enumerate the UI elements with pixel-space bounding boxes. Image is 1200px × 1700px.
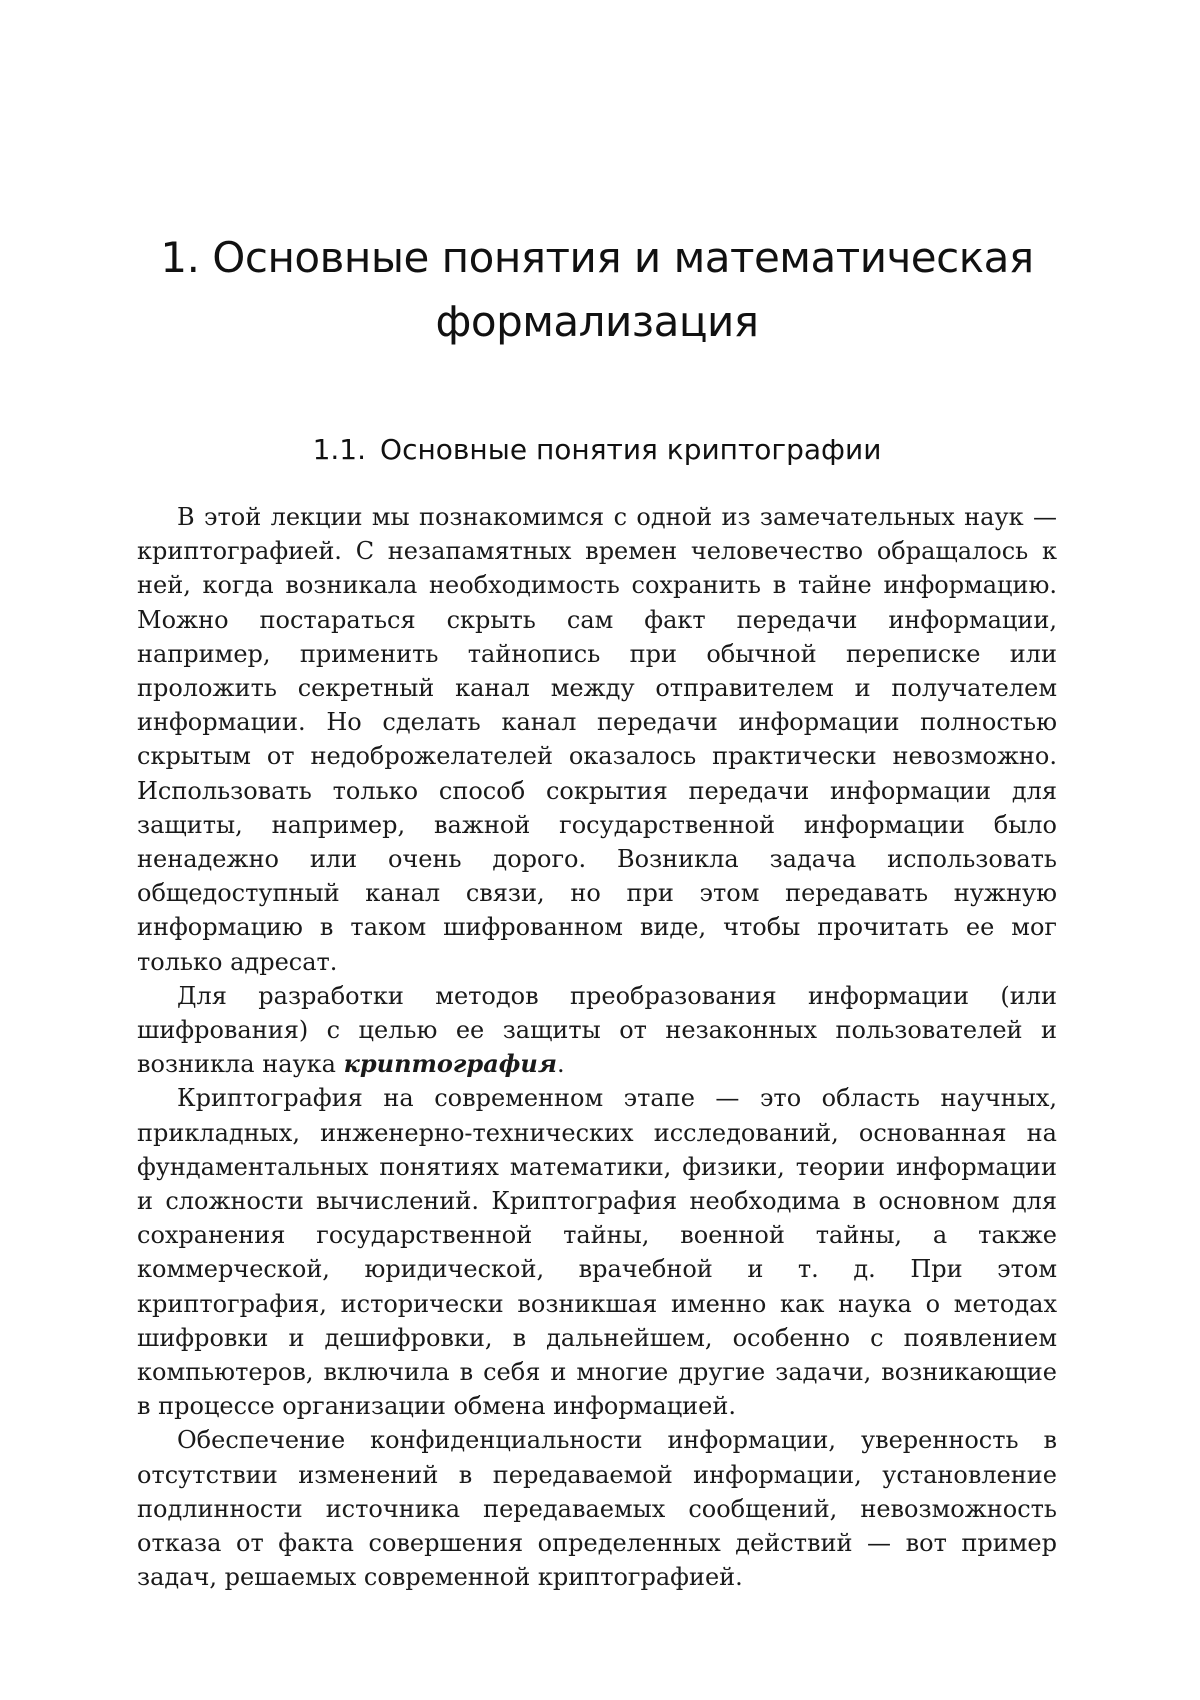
paragraph-3: Криптография на современном этапе — это область научных, прикладных, инженерно-технических исследований, основанная на фундаментальных понятиях математики, физики, теории информации и сложности вычислений. Криптография необходима в основном для сохранения государственной тайны, военной тайны, а также коммерческой, юридической, врачебной и т. д. При этом криптография, исторически возникшая именно как наука о методах шифровки и дешифровки, в дальнейшем, особенно с появлением компьютеров, включила в себя и многие другие задачи, возникающие в процессе организации обмена информацией. [137, 1084, 1057, 1421]
paragraph-2-end: . [556, 1050, 565, 1079]
paragraph-1: В этой лекции мы познакомимся с одной из замечательных наук — криптографией. С незапамятных времен человечество обращалось к ней, когда возникала необходимость сохранить в тайне информацию. Можно постараться скрыть сам факт передачи информации, например, применить тайнопись при обычной переписке или проложить секретный канал между отправителем и получателем информации. Но сделать канал передачи информации полностью скрытым от недоброжелателей оказалось практически невозможно. Использовать только способ сокрытия передачи информации для защиты, например, важной государственной информации было ненадежно или очень дорого. Возникла задача использовать общедоступный канал связи, но при этом передавать нужную информацию в таком шифрованном виде, чтобы прочитать ее мог только адресат. [137, 503, 1057, 976]
paragraph-2 [137, 979, 1057, 1082]
paragraph-2-start: Для разработки методов преобразования информации (или шифрования) с целью ее защиты от незаконных пользователей и возникла наука [137, 981, 1057, 1079]
section-title [137, 430, 1057, 470]
section-number: 1.1. [312, 433, 367, 466]
section-title-text: Основные понятия криптографии [380, 433, 882, 466]
chapter-title-line-1: 1. Основные понятия и математическая [160, 233, 1034, 282]
term-cryptography: криптография [343, 1049, 557, 1079]
chapter-title [137, 226, 1057, 354]
chapter-title-line-2: формализация [435, 297, 759, 346]
paragraph-4: Обеспечение конфиденциальности информации, уверенность в отсутствии изменений в передаваемой информации, установление подлинности источника передаваемых сообщений, невозможность отказа от факта совершения определенных действий — вот пример задач, решаемых современной криптографией. [137, 1426, 1057, 1592]
body-text [137, 500, 1057, 1595]
